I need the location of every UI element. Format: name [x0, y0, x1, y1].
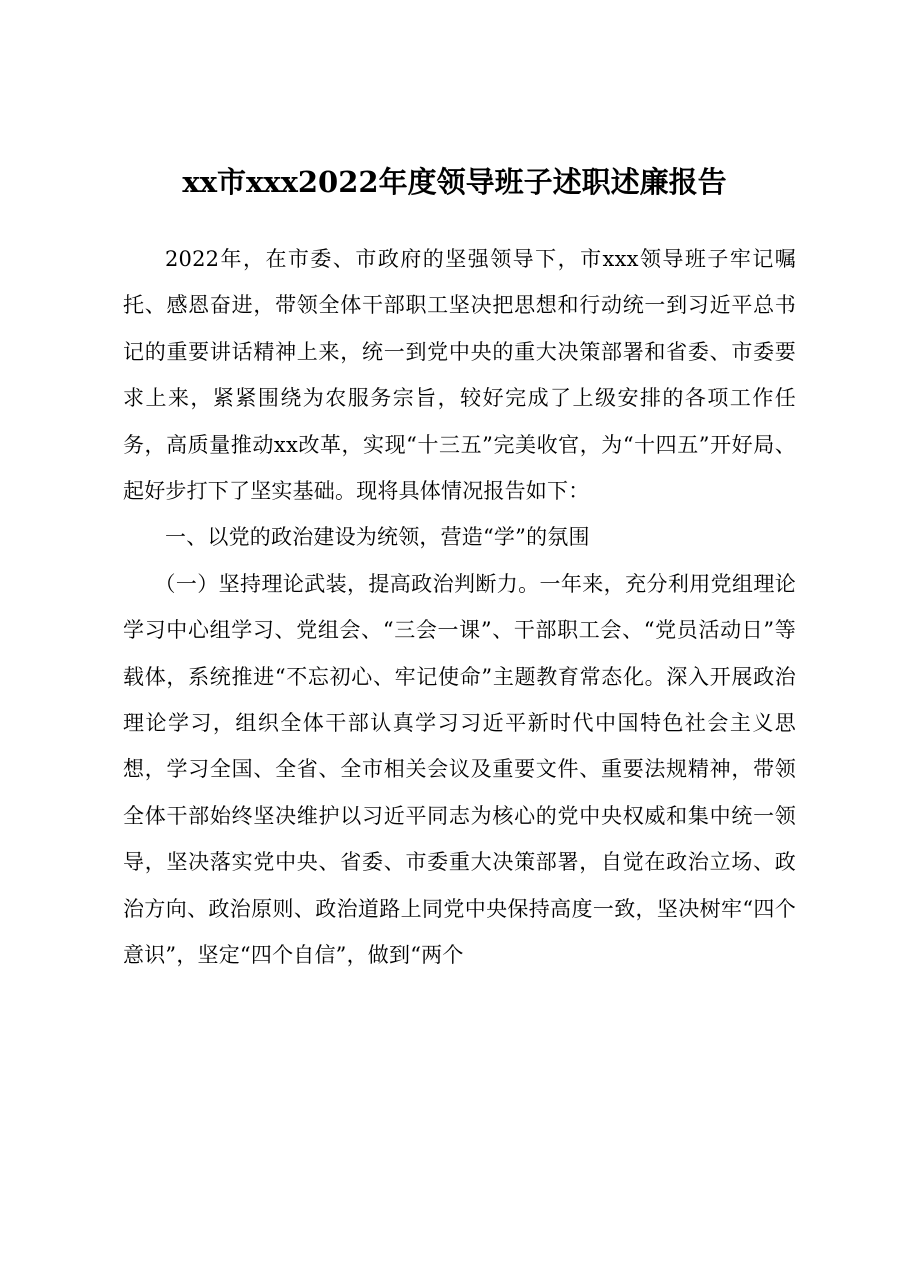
document-title: xx市xxx2022年度领导班子述职述廉报告: [182, 165, 727, 199]
document-body: [123, 236, 796, 979]
intro-paragraph: 2022年，在市委、市政府的坚强领导下，市xxx领导班子牢记嘱托、感恩奋进，带领全体干部职工坚决把思想和行动统一到习近平总书记的重要讲话精神上来，统一到党中央的重大决策部署和省委、市委要求上来，紧紧围绕为农服务宗旨，较好完成了上级安排的各项工作任务，高质量推动xx改革，实现“十三五”完美收官，为“十四五”开好局、起好步打下了坚实基础。现将具体情况报告如下：: [123, 247, 796, 504]
section-heading: 一、以党的政治建设为统领，营造“学”的氛围: [165, 525, 590, 550]
section-paragraph: （一）坚持理论武装，提高政治判断力。一年来，充分利用党组理论学习中心组学习、党组会、“三会一课”、干部职工会、“党员活动日”等载体，系统推进“不忘初心、牢记使命”主题教育常态化。深入开展政治理论学习，组织全体干部认真学习习近平新时代中国特色社会主义思想，学习全国、全省、全市相关会议及重要文件、重要法规精神，带领全体干部始终坚决维护以习近平同志为核心的党中央权威和集中统一领导，坚决落实党中央、省委、市委重大决策部署，自觉在政治立场、政治方向、政治原则、政治道路上同党中央保持高度一致，坚决树牢“四个意识”，坚定“四个自信”，做到“两个: [123, 571, 796, 968]
